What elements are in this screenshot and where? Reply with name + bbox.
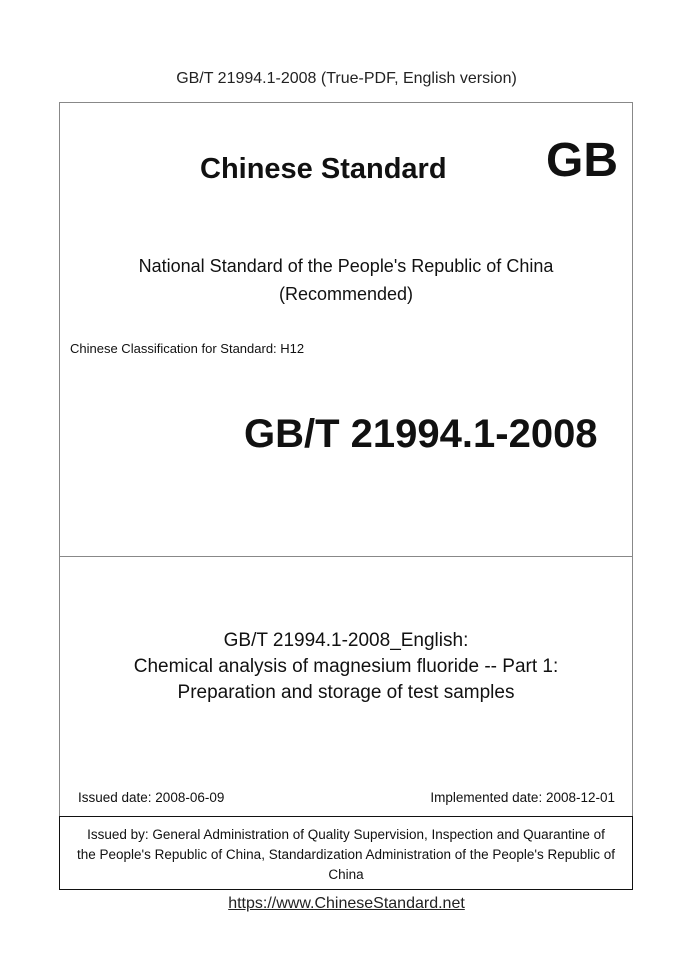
website-link[interactable]: https://www.ChineseStandard.net (228, 895, 465, 912)
classification-text: Chinese Classification for Standard: H12 (70, 341, 305, 356)
issuer-box (59, 816, 633, 890)
issued-date: Issued date: 2008-06-09 (78, 790, 225, 805)
recommended-line: (Recommended) (278, 284, 414, 304)
implemented-date: Implemented date: 2008-12-01 (430, 790, 615, 805)
gb-mark: GB (546, 134, 618, 187)
document-title-line-1: GB/T 21994.1-2008_English: (223, 630, 469, 651)
document-title-line-2: Chemical analysis of magnesium fluoride -- Part 1: (133, 656, 559, 677)
document-title-line-3: Preparation and storage of test samples (177, 682, 515, 703)
national-standard-line: National Standard of the People's Republic of China (138, 256, 554, 276)
national-standard-title (59, 252, 633, 308)
page-header: GB/T 21994.1-2008 (True-PDF, English version) (176, 70, 517, 87)
issuer-line-3: China (328, 867, 364, 882)
issuer-line-1: Issued by: General Administration of Quality Supervision, Inspection and Quarantine of (87, 827, 605, 842)
issuer-line-2: the People's Republic of China, Standardization Administration of the People's Republic of (77, 847, 615, 862)
chinese-standard-heading: Chinese Standard (200, 153, 447, 185)
standard-number: GB/T 21994.1-2008 (244, 412, 598, 456)
document-title (59, 628, 633, 706)
